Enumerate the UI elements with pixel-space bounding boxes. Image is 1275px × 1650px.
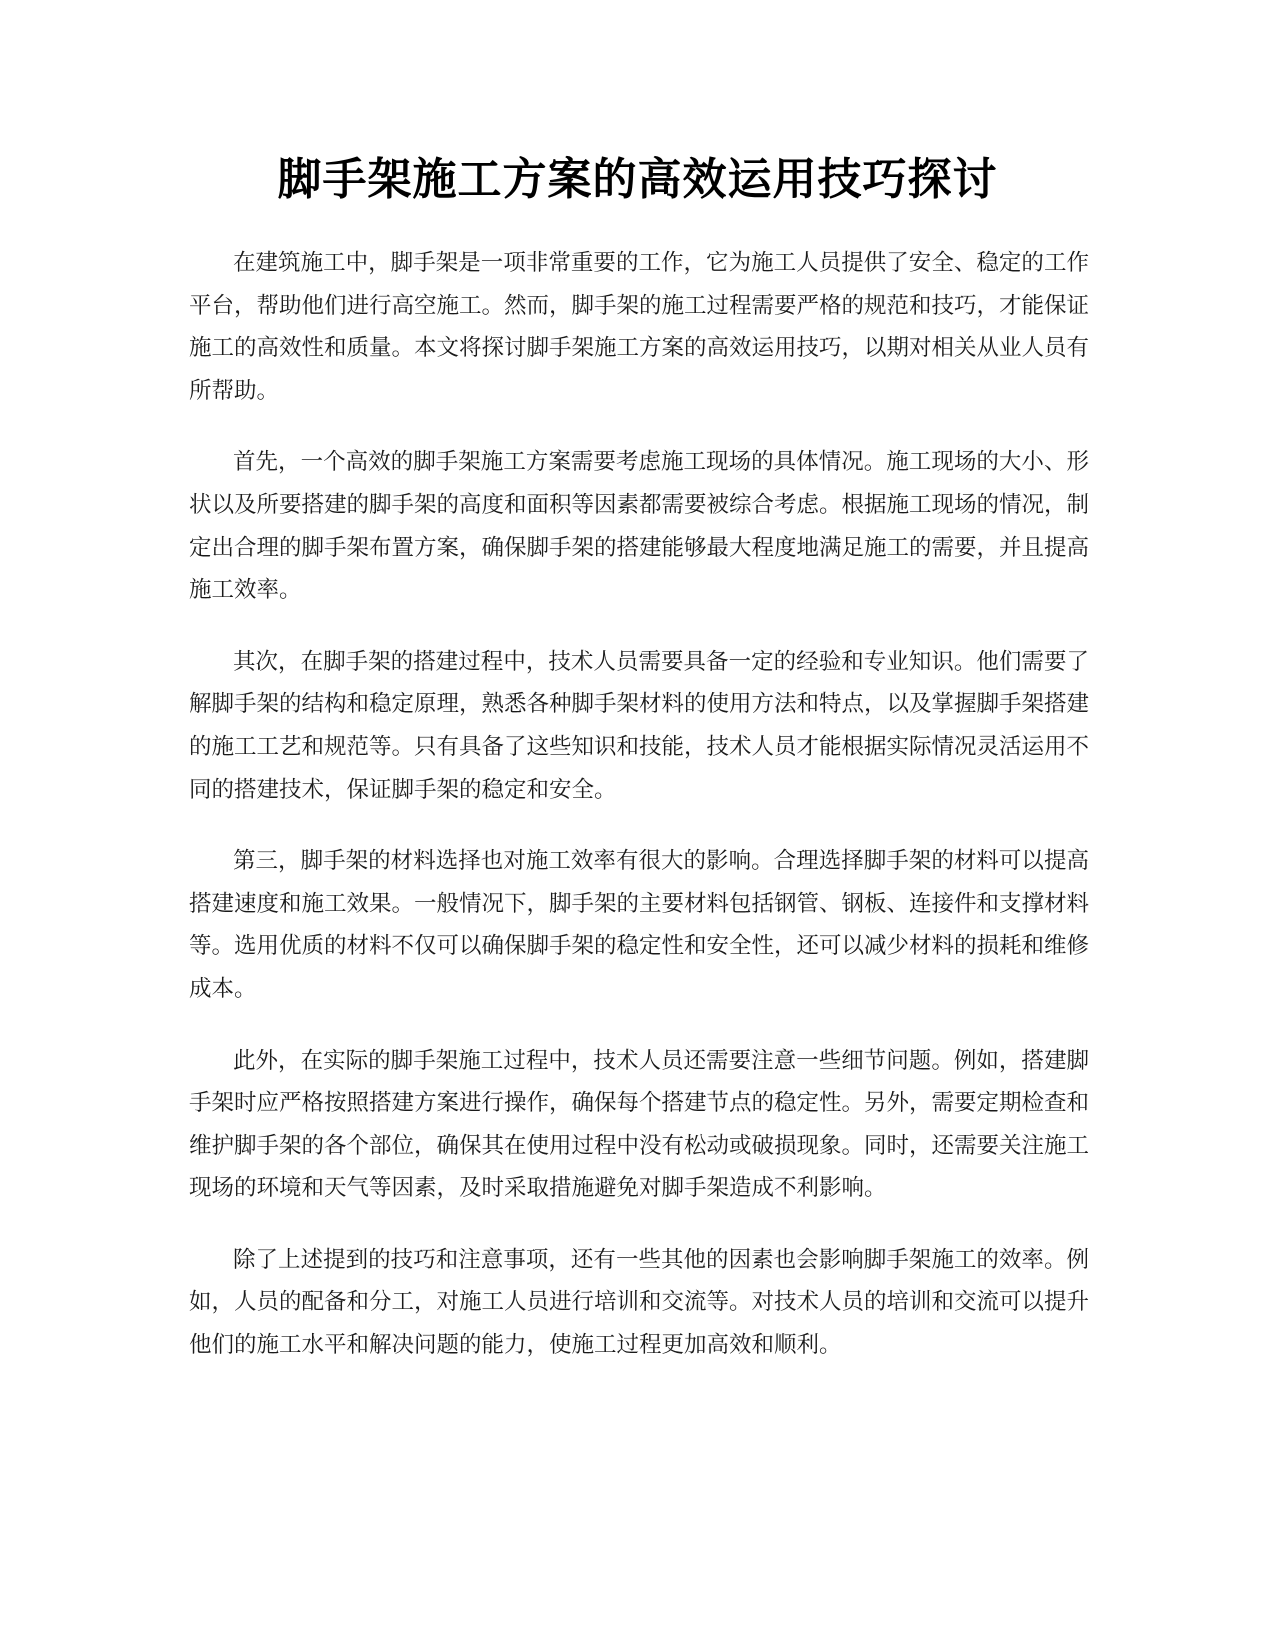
paragraph-other-factors: 除了上述提到的技巧和注意事项，还有一些其他的因素也会影响脚手架施工的效率。例如，人员的配备和分工，对施工人员进行培训和交流等。对技术人员的培训和交流可以提升他们的施工水平和解决问题的能力，使施工过程更加高效和顺利。 [189,1246,1090,1359]
document-title: 脚手架施工方案的高效运用技巧探讨 [277,154,998,205]
paragraph-site-conditions: 首先，一个高效的脚手架施工方案需要考虑施工现场的具体情况。施工现场的大小、形状以及所要搭建的脚手架的高度和面积等因素都需要被综合考虑。根据施工现场的情况，制定出合理的脚手架布置方案，确保脚手架的搭建能够最大程度地满足施工的需要，并且提高施工效率。 [189,449,1090,604]
paragraph-details: 此外，在实际的脚手架施工过程中，技术人员还需要注意一些细节问题。例如，搭建脚手架时应严格按照搭建方案进行操作，确保每个搭建节点的稳定性。另外，需要定期检查和维护脚手架的各个部位，确保其在使用过程中没有松动或破损现象。同时，还需要关注施工现场的环境和天气等因素，及时采取措施避免对脚手架造成不利影响。 [189,1047,1090,1202]
paragraph-material-selection: 第三，脚手架的材料选择也对施工效率有很大的影响。合理选择脚手架的材料可以提高搭建速度和施工效果。一般情况下，脚手架的主要材料包括钢管、钢板、连接件和支撑材料等。选用优质的材料不仅可以确保脚手架的稳定性和安全性，还可以减少材料的损耗和维修成本。 [189,848,1090,1002]
paragraph-technical-skills: 其次，在脚手架的搭建过程中，技术人员需要具备一定的经验和专业知识。他们需要了解脚手架的结构和稳定原理，熟悉各种脚手架材料的使用方法和特点，以及掌握脚手架搭建的施工工艺和规范等。只有具备了这些知识和技能，技术人员才能根据实际情况灵活运用不同的搭建技术，保证脚手架的稳定和安全。 [189,648,1090,803]
paragraph-intro: 在建筑施工中，脚手架是一项非常重要的工作，它为施工人员提供了安全、稳定的工作平台，帮助他们进行高空施工。然而，脚手架的施工过程需要严格的规范和技巧，才能保证施工的高效性和质量。本文将探讨脚手架施工方案的高效运用技巧，以期对相关从业人员有所帮助。 [189,250,1090,404]
document-body [189,242,1089,1396]
